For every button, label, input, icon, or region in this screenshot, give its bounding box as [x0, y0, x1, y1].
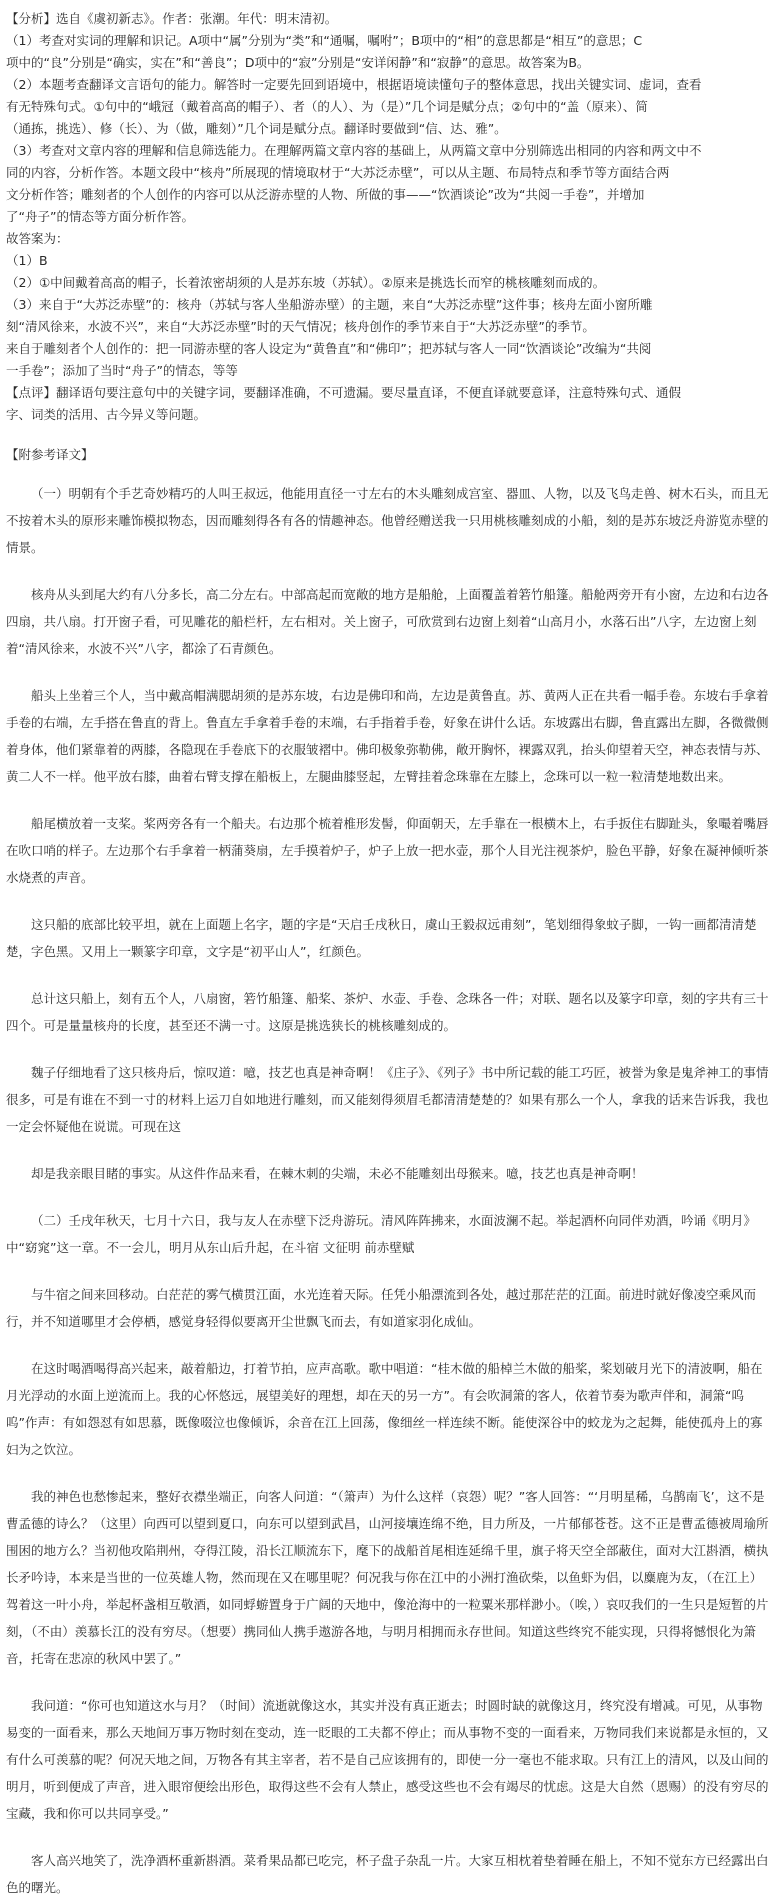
- analysis-line: 了“舟子”的情态等方面分析作答。: [6, 209, 194, 224]
- analysis-line: 文分析作答；雕刻者的个人创作的内容可以从泛游赤壁的人物、所做的事——“饮酒谈论”改为“共阅一手卷”，并增加: [6, 187, 645, 202]
- translation-paragraph: （一）明朝有个手艺奇妙精巧的人叫王叔远，他能用直径一寸左右的木头雕刻成宫室、器皿、人物，以及飞鸟走兽、树木石头，而且无不按着木头的原形来雕饰模拟物态，因而雕刻得各有各的情趣神态。他曾经赠送我一只用桃核雕刻成的小船，刻的是苏东坡泛舟游览赤壁的情景。: [6, 486, 769, 555]
- translation-paragraph: 魏子仔细地看了这只核舟后，惊叹道：噫，技艺也真是神奇啊！《庄子》、《列子》书中所记载的能工巧匠，被誉为象是鬼斧神工的事情很多，可是有谁在不到一寸的材料上运刀自如地进行雕刻，而又能刻得须眉毛都清清楚楚的？如果有那么一个人，拿我的话来告诉我，我也一定会怀疑他在说谎。可现在这: [6, 1065, 769, 1134]
- answer-line: （3）来自于“大苏泛赤壁”的：核舟（苏轼与客人坐船游赤壁）的主题，来自“大苏泛赤壁”这件事；核舟左面小窗所雕: [6, 297, 653, 312]
- answer-line: （1）B: [6, 253, 48, 268]
- answer-line: 刻“清风徐来，水波不兴”，来自“大苏泛赤壁”时的天气情况；核舟创作的季节来自于“大苏泛赤壁”的季节。: [6, 319, 595, 334]
- reference-title: 【附参考译文】: [6, 447, 94, 462]
- analysis-line: （2）本题考查翻译文言语句的能力。解答时一定要先回到语境中，根据语境读懂句子的整体意思，找出关键实词、虚词，查看: [6, 77, 702, 92]
- translation-paragraph: 船尾横放着一支桨。桨两旁各有一个船夫。右边那个梳着椎形发髻，仰面朝天，左手靠在一根横木上，右手扳住右脚趾头，象嘬着嘴唇在吹口哨的样子。左边那个右手拿着一柄蒲葵扇，左手摸着炉子，炉子上放一把水壶，那个人目光注视茶炉，脸色平静，好象在凝神倾听茶水烧煮的声音。: [6, 816, 769, 885]
- translation-paragraph: 在这时喝酒喝得高兴起来，敲着船边，打着节拍，应声高歌。歌中唱道：“桂木做的船棹兰木做的船桨，桨划破月光下的清波啊，船在月光浮动的水面上逆流而上。我的心怀悠远，展望美好的理想，却在天的另一方”。有会吹洞箫的客人，依着节奏为歌声伴和，洞箫“呜呜”作声：有如怨怼有如思慕，既像啜泣也像倾诉，余音在江上回荡，像细丝一样连续不断。能使深谷中的蛟龙为之起舞，能使孤舟上的寡妇为之饮泣。: [6, 1361, 763, 1457]
- reference-translation: [6, 444, 774, 1901]
- analysis-section: [6, 8, 774, 228]
- translation-paragraph: 客人高兴地笑了，洗净酒杯重新斟酒。菜肴果品都已吃完，杯子盘子杂乱一片。大家互相枕着垫着睡在船上，不知不觉东方已经露出白色的曙光。: [6, 1853, 769, 1895]
- translation-paragraph: 却是我亲眼目睹的事实。从这件作品来看，在棘木刺的尖端，未必不能雕刻出母猴来。噫，技艺也真是神奇啊！: [31, 1166, 644, 1181]
- translation-paragraph: 船头上坐着三个人，当中戴高帽满腮胡须的是苏东坡，右边是佛印和尚，左边是黄鲁直。苏、黄两人正在共看一幅手卷。东坡右手拿着手卷的右端，左手搭在鲁直的背上。鲁直左手拿着手卷的末端，右手指着手卷，好象在讲什么话。东坡露出右脚，鲁直露出左脚，各微微侧着身体，他们紧靠着的两膝，各隐现在手卷底下的衣服皱褶中。佛印极象弥勒佛，敞开胸怀，裸露双乳，抬头仰望着天空，神态表情与苏、黄二人不一样。他平放右膝，曲着右臂支撑在船板上，左腿曲膝竖起，左臂挂着念珠靠在左膝上，念珠可以一粒一粒清楚地数出来。: [6, 688, 769, 784]
- translation-paragraph: 与牛宿之间来回移动。白茫茫的雾气横贯江面，水光连着天际。任凭小船漂流到各处，越过那茫茫的江面。前进时就好像凌空乘风而行，并不知道哪里才会停栖，感觉身轻得似要离开尘世飘飞而去，有如道家羽化成仙。: [6, 1287, 757, 1329]
- comment-line: 字、词类的活用、古今异义等问题。: [6, 407, 207, 422]
- translation-paragraph: 这只船的底部比较平坦，就在上面题上名字，题的字是“天启壬戌秋日，虞山王毅叔远甫刻”，笔划细得象蚊子脚，一钩一画都清清楚楚，字色黑。又用上一颗篆字印章，文字是“初平山人”，红颜色。: [6, 917, 757, 959]
- translation-paragraph: 核舟从头到尾大约有八分多长，高二分左右。中部高起而宽敞的地方是船舱，上面覆盖着箬竹船篷。船舱两旁开有小窗，左边和右边各四扇，共八扇。打开窗子看，可见雕花的船栏杆，左右相对。关上窗子，可欣赏到右边窗上刻着“山高月小，水落石出”八字，左边窗上刻着“清风徐来，水波不兴”八字，都涂了石青颜色。: [6, 587, 769, 656]
- analysis-line: 项中的“良”分别是“确实，实在”和“善良”；D项中的“寂”分别是“安详闲静”和“寂静”的意思。故答案为B。: [6, 55, 590, 70]
- analysis-line: （3）考查对文章内容的理解和信息筛选能力。在理解两篇文章内容的基础上，从两篇文章中分别筛选出相同的内容和两文中不: [6, 143, 702, 158]
- analysis-heading: 【分析】选自《虞初新志》。作者：张潮。年代：明末清初。: [6, 11, 338, 26]
- analysis-line: （通拣，挑选）、修（长）、为（做，雕刻）”几个词是赋分点。翻译时要做到“信、达、雅”。: [6, 121, 507, 136]
- analysis-line: （1）考查对实词的理解和识记。A项中“属”分别为“类”和“通嘱，嘱咐”；B项中的“相”的意思都是“相互”的意思；C: [6, 33, 643, 48]
- comment-line: 【点评】翻译语句要注意句中的关键字词，要翻译准确，不可遗漏。要尽量直译，不便直译就要意译，注意特殊句式、通假: [6, 385, 682, 400]
- analysis-line: 同的内容，分析作答。本题文段中“核舟”所展现的情境取材于“大苏泛赤壁”，可以从主题、布局特点和季节等方面结合两: [6, 165, 670, 180]
- analysis-line: 有无特殊句式。①句中的“峨冠（戴着高高的帽子）、者（的人）、为（是）”几个词是赋分点；②句中的“盖（原来）、简: [6, 99, 648, 114]
- answer-line: （2）①中间戴着高高的帽子，长着浓密胡须的人是苏东坡（苏轼）。②原来是挑选长而窄的桃核雕刻而成的。: [6, 275, 606, 290]
- answer-section: [6, 228, 774, 382]
- translation-paragraph: （二）壬戌年秋天，七月十六日，我与友人在赤壁下泛舟游玩。清风阵阵拂来，水面波澜不起。举起酒杯向同伴劝酒，吟诵《明月》中“窈窕”这一章。不一会儿，明月从东山后升起，在斗宿 文征明 前赤壁赋: [6, 1213, 757, 1255]
- translation-paragraph: 我问道：“你可也知道这水与月？（时间）流逝就像这水，其实并没有真正逝去；时圆时缺的就像这月，终究没有增减。可见，从事物易变的一面看来，那么天地间万事万物时刻在变动，连一眨眼的工夫都不停止；而从事物不变的一面看来，万物同我们来说都是永恒的，又有什么可羡慕的呢？何况天地之间，万物各有其主宰者，若不是自己应该拥有的，即使一分一毫也不能求取。只有江上的清风，以及山间的明月，听到便成了声音，进入眼帘便绘出形色，取得这些不会有人禁止，感受这些也不会有竭尽的忧虑。这是大自然（恩赐）的没有穷尽的宝藏，我和你可以共同享受。”: [6, 1698, 769, 1821]
- translation-paragraph: 我的神色也愁惨起来，整好衣襟坐端正，向客人问道：“（箫声）为什么这样（哀怨）呢？”客人回答：“‘月明星稀，乌鹊南飞’，这不是曹孟德的诗么？（这里）向西可以望到夏口，向东可以望到武昌，山河接壤连绵不绝，目力所及，一片郁郁苍苍。这不正是曹孟德被周瑜所围困的地方么？当初他攻陷荆州，夺得江陵，沿长江顺流东下，麾下的战船首尾相连延绵千里，旗子将天空全部蔽住，面对大江斟酒，横执长矛吟诗，本来是当世的一位英雄人物，然而现在又在哪里呢？何况我与你在江中的小洲打渔砍柴，以鱼虾为侣，以麋鹿为友，（在江上）驾着这一叶小舟，举起杯盏相互敬酒，如同蜉蝣置身于广阔的天地中，像沧海中的一粒粟米那样渺小。（唉，）哀叹我们的一生只是短暂的片刻，（不由）羡慕长江的没有穷尽。（想要）携同仙人携手遨游各地，与明月相拥而永存世间。知道这些终究不能实现，只得将憾恨化为箫音，托寄在悲凉的秋风中罢了。”: [6, 1489, 769, 1666]
- comment-section: [6, 382, 774, 426]
- answer-line: 一手卷”；添加了当时“舟子”的情态，等等: [6, 363, 238, 378]
- answer-line: 来自于雕刻者个人创作的：把一同游赤壁的客人设定为“黄鲁直”和“佛印”；把苏轼与客人一同“饮酒谈论”改编为“共阅: [6, 341, 652, 356]
- answer-label: 故答案为：: [6, 231, 69, 246]
- translation-paragraph: 总计这只船上，刻有五个人，八扇窗，箬竹船篷、船桨、茶炉、水壶、手卷、念珠各一件；对联、题名以及篆字印章，刻的字共有三十四个。可是量量核舟的长度，甚至还不满一寸。这原是挑选狭长的桃核雕刻成的。: [6, 991, 769, 1033]
